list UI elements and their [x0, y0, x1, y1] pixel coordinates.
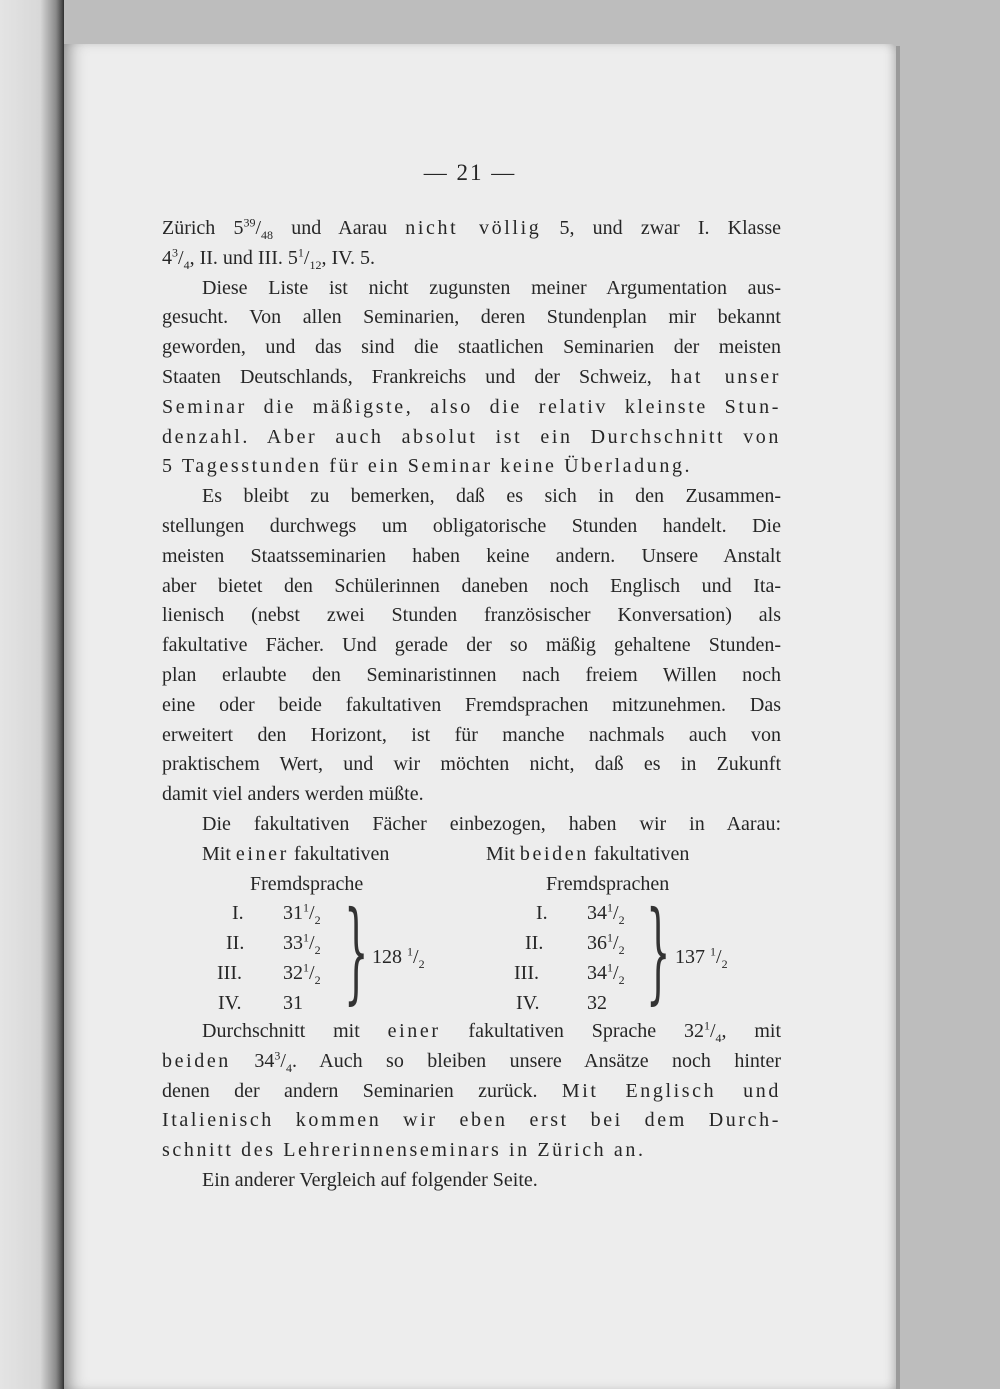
right-brace-icon: }	[646, 887, 671, 1015]
text-line: Die fakultativen Fächer einbezogen, haben wir in Aarau:	[202, 812, 781, 835]
text-line: Ein anderer Vergleich auf folgender Seite.	[202, 1168, 538, 1191]
right-total: 137 $^1/_2$	[675, 944, 728, 971]
left-brace-icon: }	[344, 887, 369, 1015]
table-right-heading-2: Fremdsprachen	[546, 873, 670, 895]
left-class-4: IV.	[218, 992, 242, 1014]
text-line: fakultative Fächer. Und gerade der so mäßig gehaltene Stunden-	[162, 634, 781, 657]
right-value-1: $34^1/_2$	[587, 900, 625, 927]
text-line: Zürich $5^{39}/_{48}$ und Aarau nicht völlig 5, und zwar I. Klasse	[162, 215, 781, 242]
left-value-2: $33^1/_2$	[283, 930, 321, 957]
right-class-1: I.	[536, 902, 548, 924]
right-class-4: IV.	[516, 992, 540, 1014]
book-gutter	[0, 0, 64, 1389]
text-line: eine oder beide fakultativen Fremdsprachen mitzunehmen. Das	[162, 693, 781, 716]
text-line: lienisch (nebst zwei Stunden französischer Konversation) als	[162, 604, 781, 627]
text-line: meisten Staatsseminarien haben keine andern. Unsere Anstalt	[162, 544, 781, 567]
left-class-3: III.	[217, 962, 242, 984]
body-text	[162, 214, 781, 840]
table-right-heading: Mit beiden fakultativen	[486, 843, 690, 865]
text-line: 5 Tagesstunden für ein Seminar keine Überladung.	[162, 455, 693, 478]
left-total: 128 $^1/_2$	[372, 944, 425, 971]
right-class-3: III.	[514, 962, 539, 984]
text-line: geworden, und das sind die staatlichen Seminarien der meisten	[162, 336, 781, 359]
table-left-heading-2: Fremdsprache	[250, 873, 364, 895]
right-value-4: 32	[587, 992, 607, 1014]
text-line: Italienisch kommen wir eben erst bei dem Durch-	[162, 1109, 781, 1132]
right-value-3: $34^1/_2$	[587, 960, 625, 987]
left-value-3: $32^1/_2$	[283, 960, 321, 987]
text-line: stellungen durchwegs um obligatorische Stunden handelt. Die	[162, 514, 781, 537]
text-line: damit viel anders werden müßte.	[162, 783, 424, 806]
text-line: Staaten Deutschlands, Frankreichs und der Schweiz, hat unser	[162, 365, 782, 388]
text-line: Durchschnitt mit einer fakultativen Sprache $32^1/_4$, mit	[202, 1018, 782, 1045]
left-value-1: $31^1/_2$	[283, 900, 321, 927]
text-line: beiden $34^3/_4$. Auch so bleiben unsere Ansätze noch hinter	[162, 1048, 781, 1075]
text-line: Seminar die mäßigste, also die relativ kleinste Stun-	[162, 395, 781, 418]
right-class-2: II.	[525, 932, 544, 954]
text-line: schnitt des Lehrerinnenseminars in Zürich an.	[162, 1139, 646, 1162]
text-line: erweitert den Horizont, ist für manche nachmals auch von	[162, 723, 781, 746]
text-line: praktischem Wert, und wir möchten nicht, daß es in Zukunft	[162, 753, 781, 776]
left-value-4: 31	[283, 992, 303, 1014]
text-line: Diese Liste ist nicht zugunsten meiner Argumentation aus-	[202, 276, 781, 299]
page-edge	[896, 46, 900, 1389]
text-line: $4^3/_4$, II. und III. $5^1/_{12}$, IV. 5.	[162, 245, 375, 272]
text-line: denen der andern Seminarien zurück. Mit Englisch und	[162, 1079, 781, 1102]
right-value-2: $36^1/_2$	[587, 930, 625, 957]
text-line: gesucht. Von allen Seminarien, deren Stundenplan mir bekannt	[162, 306, 781, 329]
page-number: — 21 —	[423, 160, 517, 185]
text-line: Es bleibt zu bemerken, daß es sich in den Zusammen-	[202, 485, 781, 508]
body-text-closing	[162, 1017, 781, 1196]
text-line: aber bietet den Schülerinnen daneben noch Englisch und Ita-	[162, 574, 781, 597]
left-class-2: II.	[226, 932, 245, 954]
table-left-heading: Mit einer fakultativen	[202, 843, 390, 865]
text-line: denzahl. Aber auch absolut ist ein Durchschnitt von	[162, 425, 781, 448]
text-line: plan erlaubte den Seminaristinnen nach freiem Willen noch	[162, 663, 781, 686]
left-class-1: I.	[232, 902, 244, 924]
